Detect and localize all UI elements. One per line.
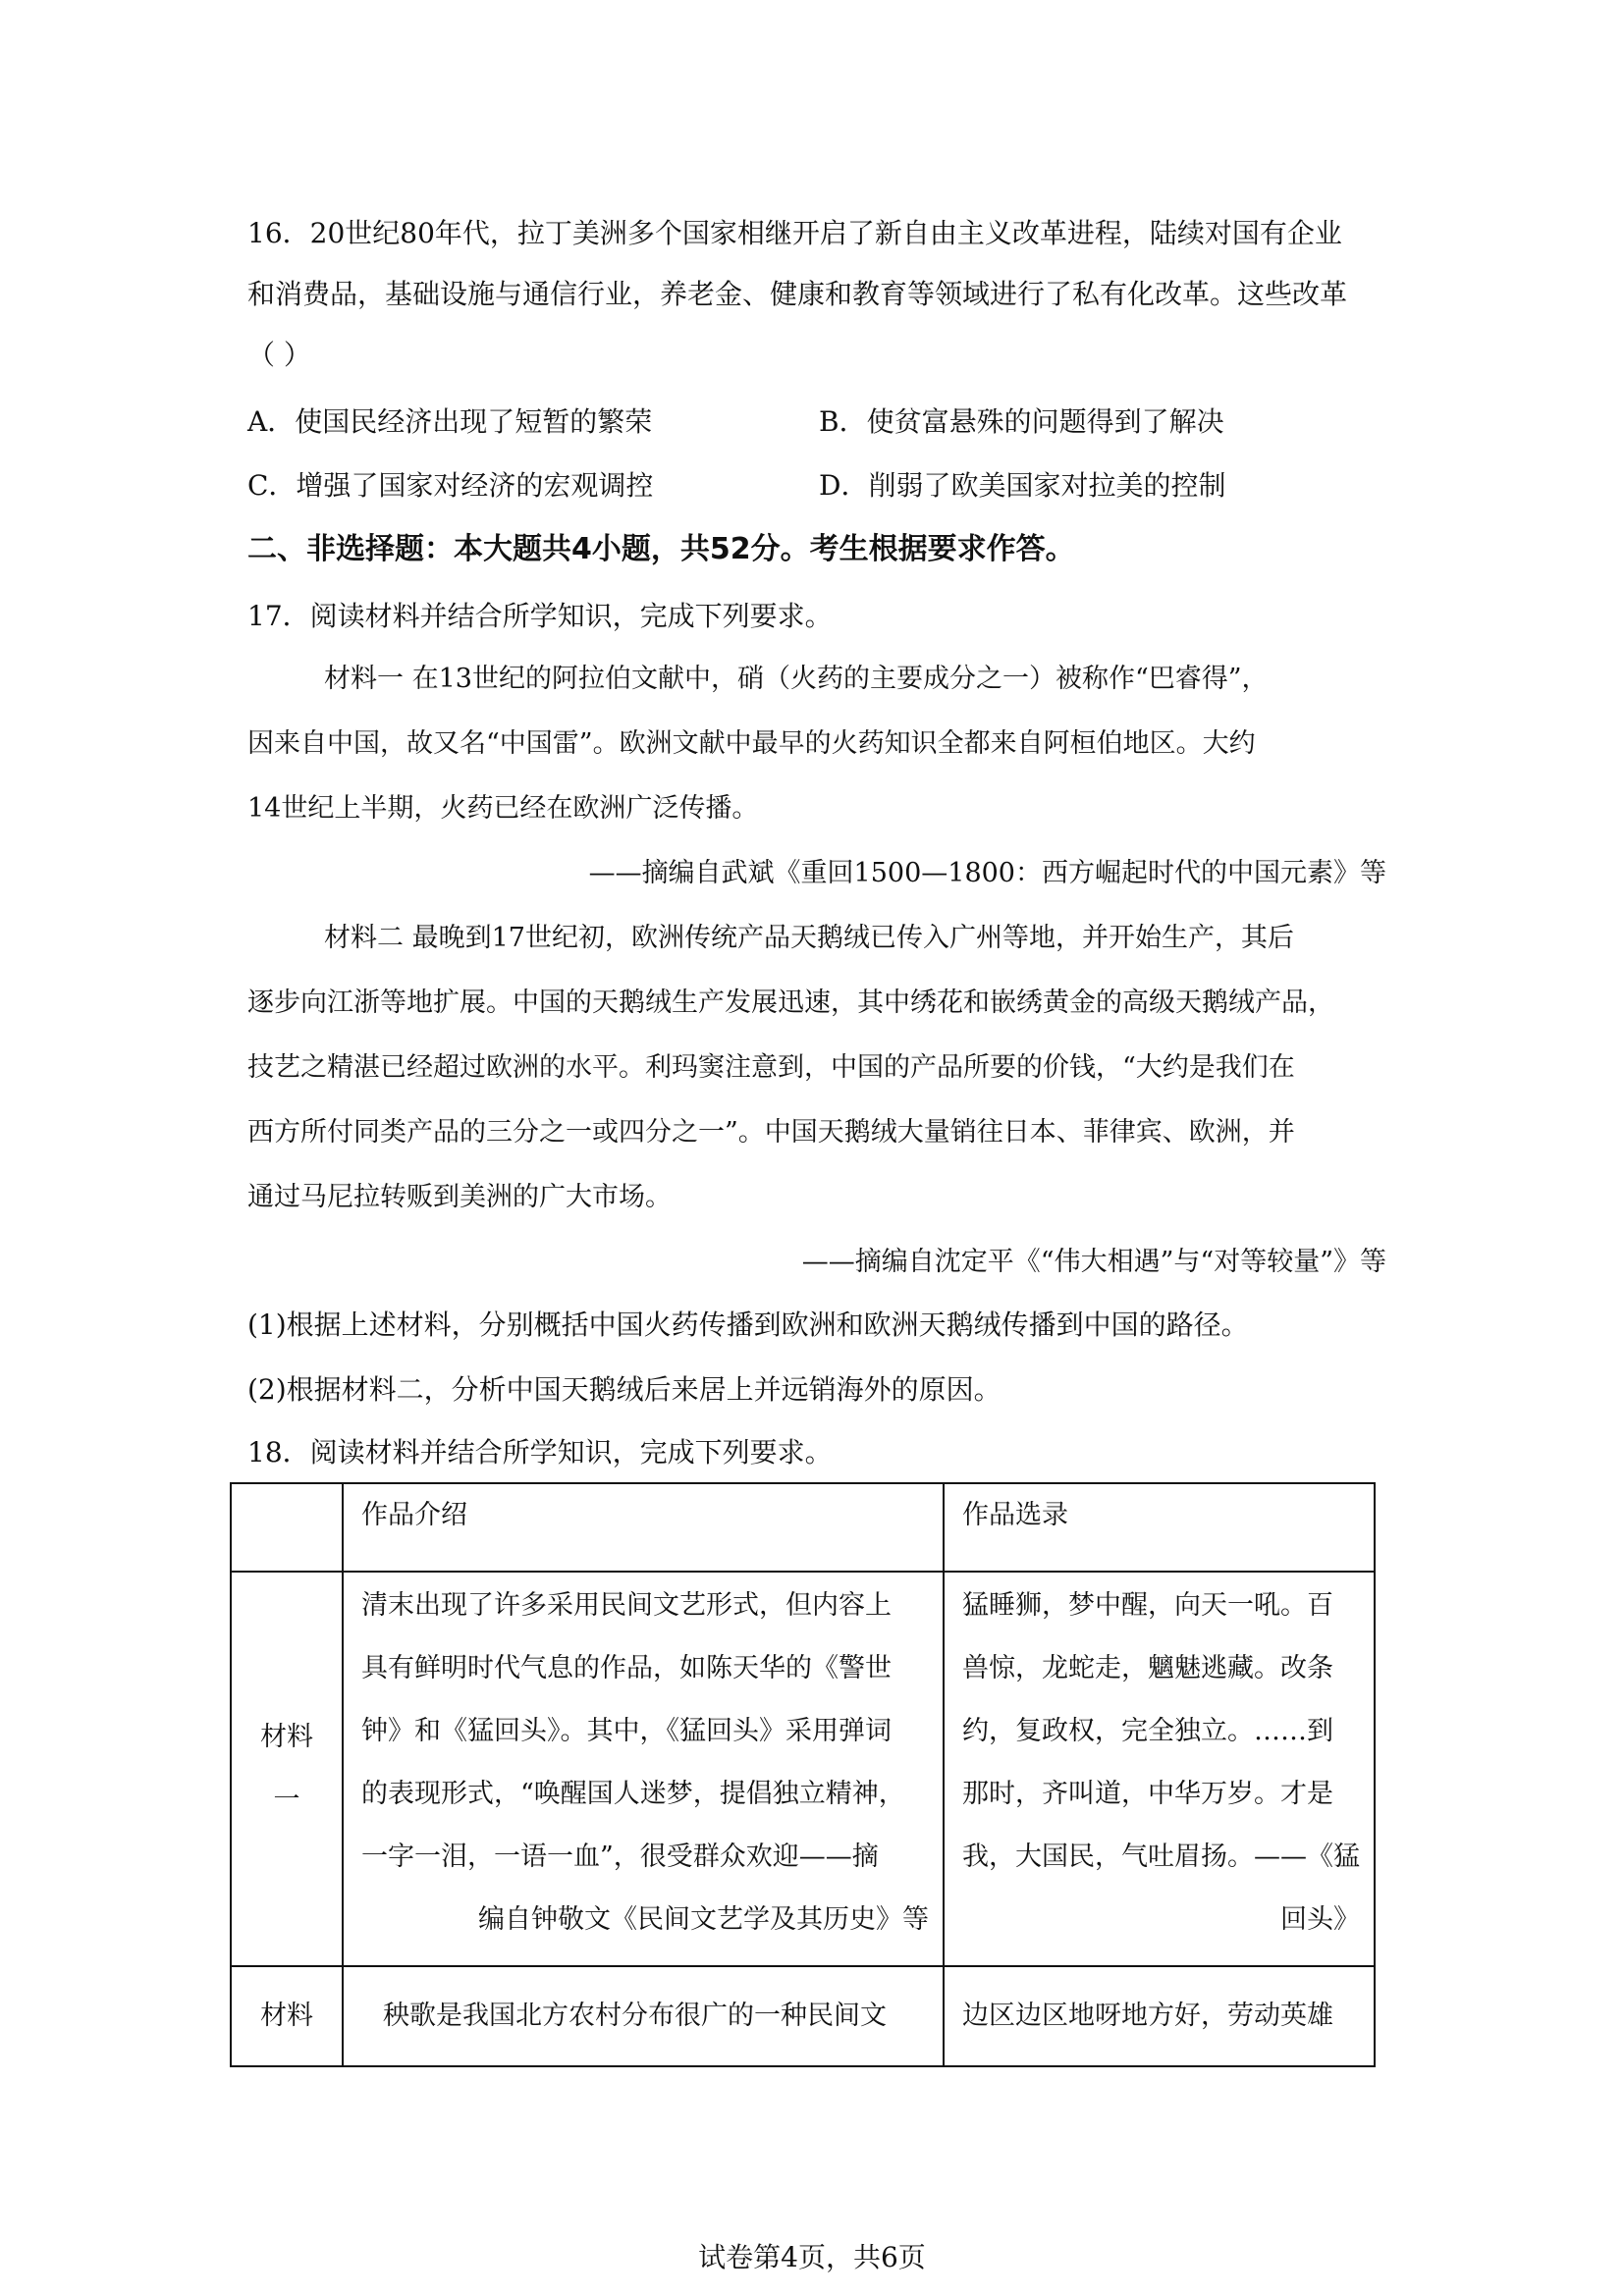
table-row <box>231 1966 1375 2066</box>
table-header-row <box>231 1483 1375 1572</box>
q17-material1-source: ——摘编自武斌《重回1500—1800：西方崛起时代的中国元素》等 <box>588 858 1386 888</box>
table-header-corner <box>231 1483 343 1572</box>
row1-intro: 清末出现了许多采用民间文艺形式，但内容上 具有鲜明时代气息的作品，如陈天华的《警世 钟》和《猛回头》。其中，《猛回头》采用弹词 的表现形式，“唤醒国人迷梦，提倡独立精神， 一字一泪，一语一血”，很受群众欢迎——摘 编自钟敬文《民间文艺学及其历史》等 <box>343 1572 944 1966</box>
table-header-intro: 作品介绍 <box>343 1483 944 1572</box>
q17-material1-line-3: 14世纪上半期，火药已经在欧洲广泛传播。 <box>247 793 759 824</box>
q18-stem: 18．阅读材料并结合所学知识，完成下列要求。 <box>247 1436 833 1468</box>
row2-label: 材料 <box>231 1966 343 2066</box>
row1-label: 材料 一 <box>231 1572 343 1966</box>
row1-excerpt: 猛睡狮，梦中醒，向天一吼。百 兽惊，龙蛇走，魑魅逃藏。改条 约，复政权，完全独立。……到 那时，齐叫道，中华万岁。才是 我，大国民，气吐眉扬。——《猛 回头》 <box>944 1572 1375 1966</box>
table-header-excerpt: 作品选录 <box>944 1483 1375 1572</box>
section-heading: 二、非选择题：本大题共4小题，共52分。考生根据要求作答。 <box>247 532 1075 566</box>
q16-option-d: D．削弱了欧美国家对拉美的控制 <box>819 469 1226 502</box>
q18-material-table <box>230 1482 1376 2067</box>
q17-material2-line-4: 西方所付同类产品的三分之一或四分之一”。中国天鹅绒大量销往日本、菲律宾、欧洲，并 <box>247 1117 1295 1148</box>
q16-option-c: C．增强了国家对经济的宏观调控 <box>247 469 654 502</box>
row2-intro: 秧歌是我国北方农村分布很广的一种民间文 <box>343 1966 944 2066</box>
q17-stem: 17．阅读材料并结合所学知识，完成下列要求。 <box>247 600 833 632</box>
q16-answer-blank: （ ） <box>247 339 311 371</box>
q16-line-1: 16．20世纪80年代，拉丁美洲多个国家相继开启了新自由主义改革进程，陆续对国有企业 <box>247 217 1342 249</box>
q16-option-a: A．使国民经济出现了短暂的繁荣 <box>247 405 653 438</box>
q17-material2-line-2: 逐步向江浙等地扩展。中国的天鹅绒生产发展迅速，其中绣花和嵌绣黄金的高级天鹅绒产品， <box>247 988 1334 1018</box>
page-footer: 试卷第4页，共6页 <box>698 2241 926 2273</box>
row1-intro-source: 编自钟敬文《民间文艺学及其历史》等 <box>478 1904 929 1935</box>
q17-material1-line-2: 因来自中国，故又名“中国雷”。欧洲文献中最早的火药知识全都来自阿桓伯地区。大约 <box>247 728 1256 759</box>
q16-option-b: B．使贫富悬殊的问题得到了解决 <box>819 405 1224 438</box>
q17-material2-line-5: 通过马尼拉转贩到美洲的广大市场。 <box>247 1182 672 1212</box>
q17-material1-line-1: 材料一 在13世纪的阿拉伯文献中，硝（火药的主要成分之一）被称作“巴睿得”， <box>324 664 1269 694</box>
row2-excerpt: 边区边区地呀地方好，劳动英雄 <box>944 1966 1375 2066</box>
q17-sub-question-2: (2)根据材料二，分析中国天鹅绒后来居上并远销海外的原因。 <box>247 1373 1001 1406</box>
q17-material2-source: ——摘编自沈定平《“伟大相遇”与“对等较量”》等 <box>801 1247 1386 1277</box>
q17-material2-line-1: 材料二 最晚到17世纪初，欧洲传统产品天鹅绒已传入广州等地，并开始生产，其后 <box>324 923 1294 953</box>
q17-sub-question-1: (1)根据上述材料，分别概括中国火药传播到欧洲和欧洲天鹅绒传播到中国的路径。 <box>247 1308 1249 1341</box>
table-row <box>231 1572 1375 1966</box>
q16-line-2: 和消费品，基础设施与通信行业，养老金、健康和教育等领域进行了私有化改革。这些改革 <box>247 278 1348 310</box>
q17-material2-line-3: 技艺之精湛已经超过欧洲的水平。利玛窦注意到，中国的产品所要的价钱，“大约是我们在 <box>247 1052 1295 1083</box>
